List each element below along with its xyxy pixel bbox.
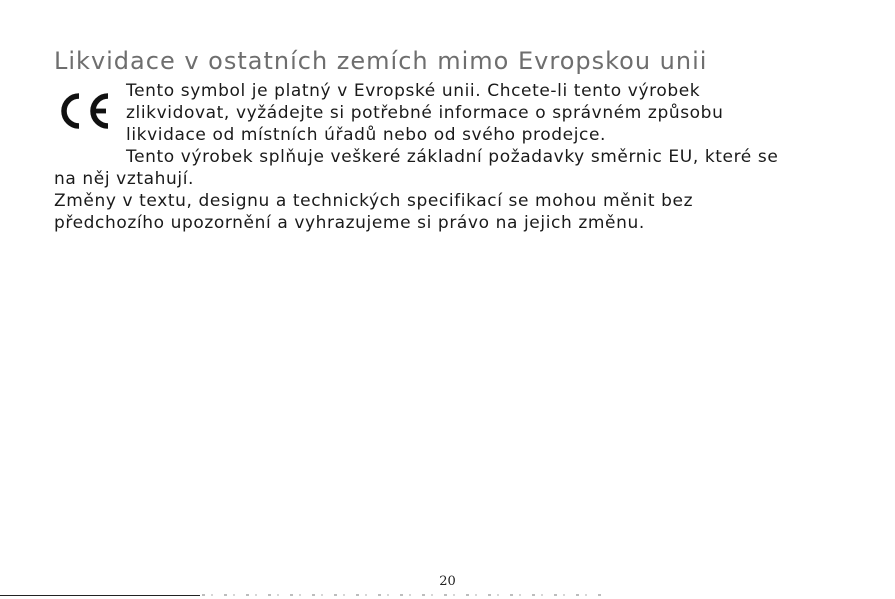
paragraph-2-line-1: Tento výrobek splňuje veškeré základní požadavky směrnic EU, které se: [126, 147, 779, 167]
ce-mark-icon: [52, 86, 114, 136]
paragraph-1-line-2: zlikvidovat, vyžádejte si potřebné informace o správném způsobu: [126, 103, 724, 123]
paragraph-1-line-3: likvidace od místních úřadů nebo od svého prodejce.: [126, 125, 607, 145]
paragraph-3-line-2: předchozího upozornění a vyhrazujeme si právo na jejich změnu.: [54, 213, 645, 233]
paragraph-2-line-2: na něj vztahují.: [54, 169, 195, 189]
paragraph-3-line-1: Změny v textu, designu a technických specifikací se mohou měnit bez: [54, 191, 694, 211]
page-number: 20: [439, 574, 456, 589]
footer-scan-artifact: [202, 594, 602, 596]
section-heading: Likvidace v ostatních zemích mimo Evropskou unii: [54, 47, 708, 75]
paragraph-1-line-1: Tento symbol je platný v Evropské unii. Chcete-li tento výrobek: [126, 81, 701, 101]
footer-rule: [0, 595, 200, 596]
